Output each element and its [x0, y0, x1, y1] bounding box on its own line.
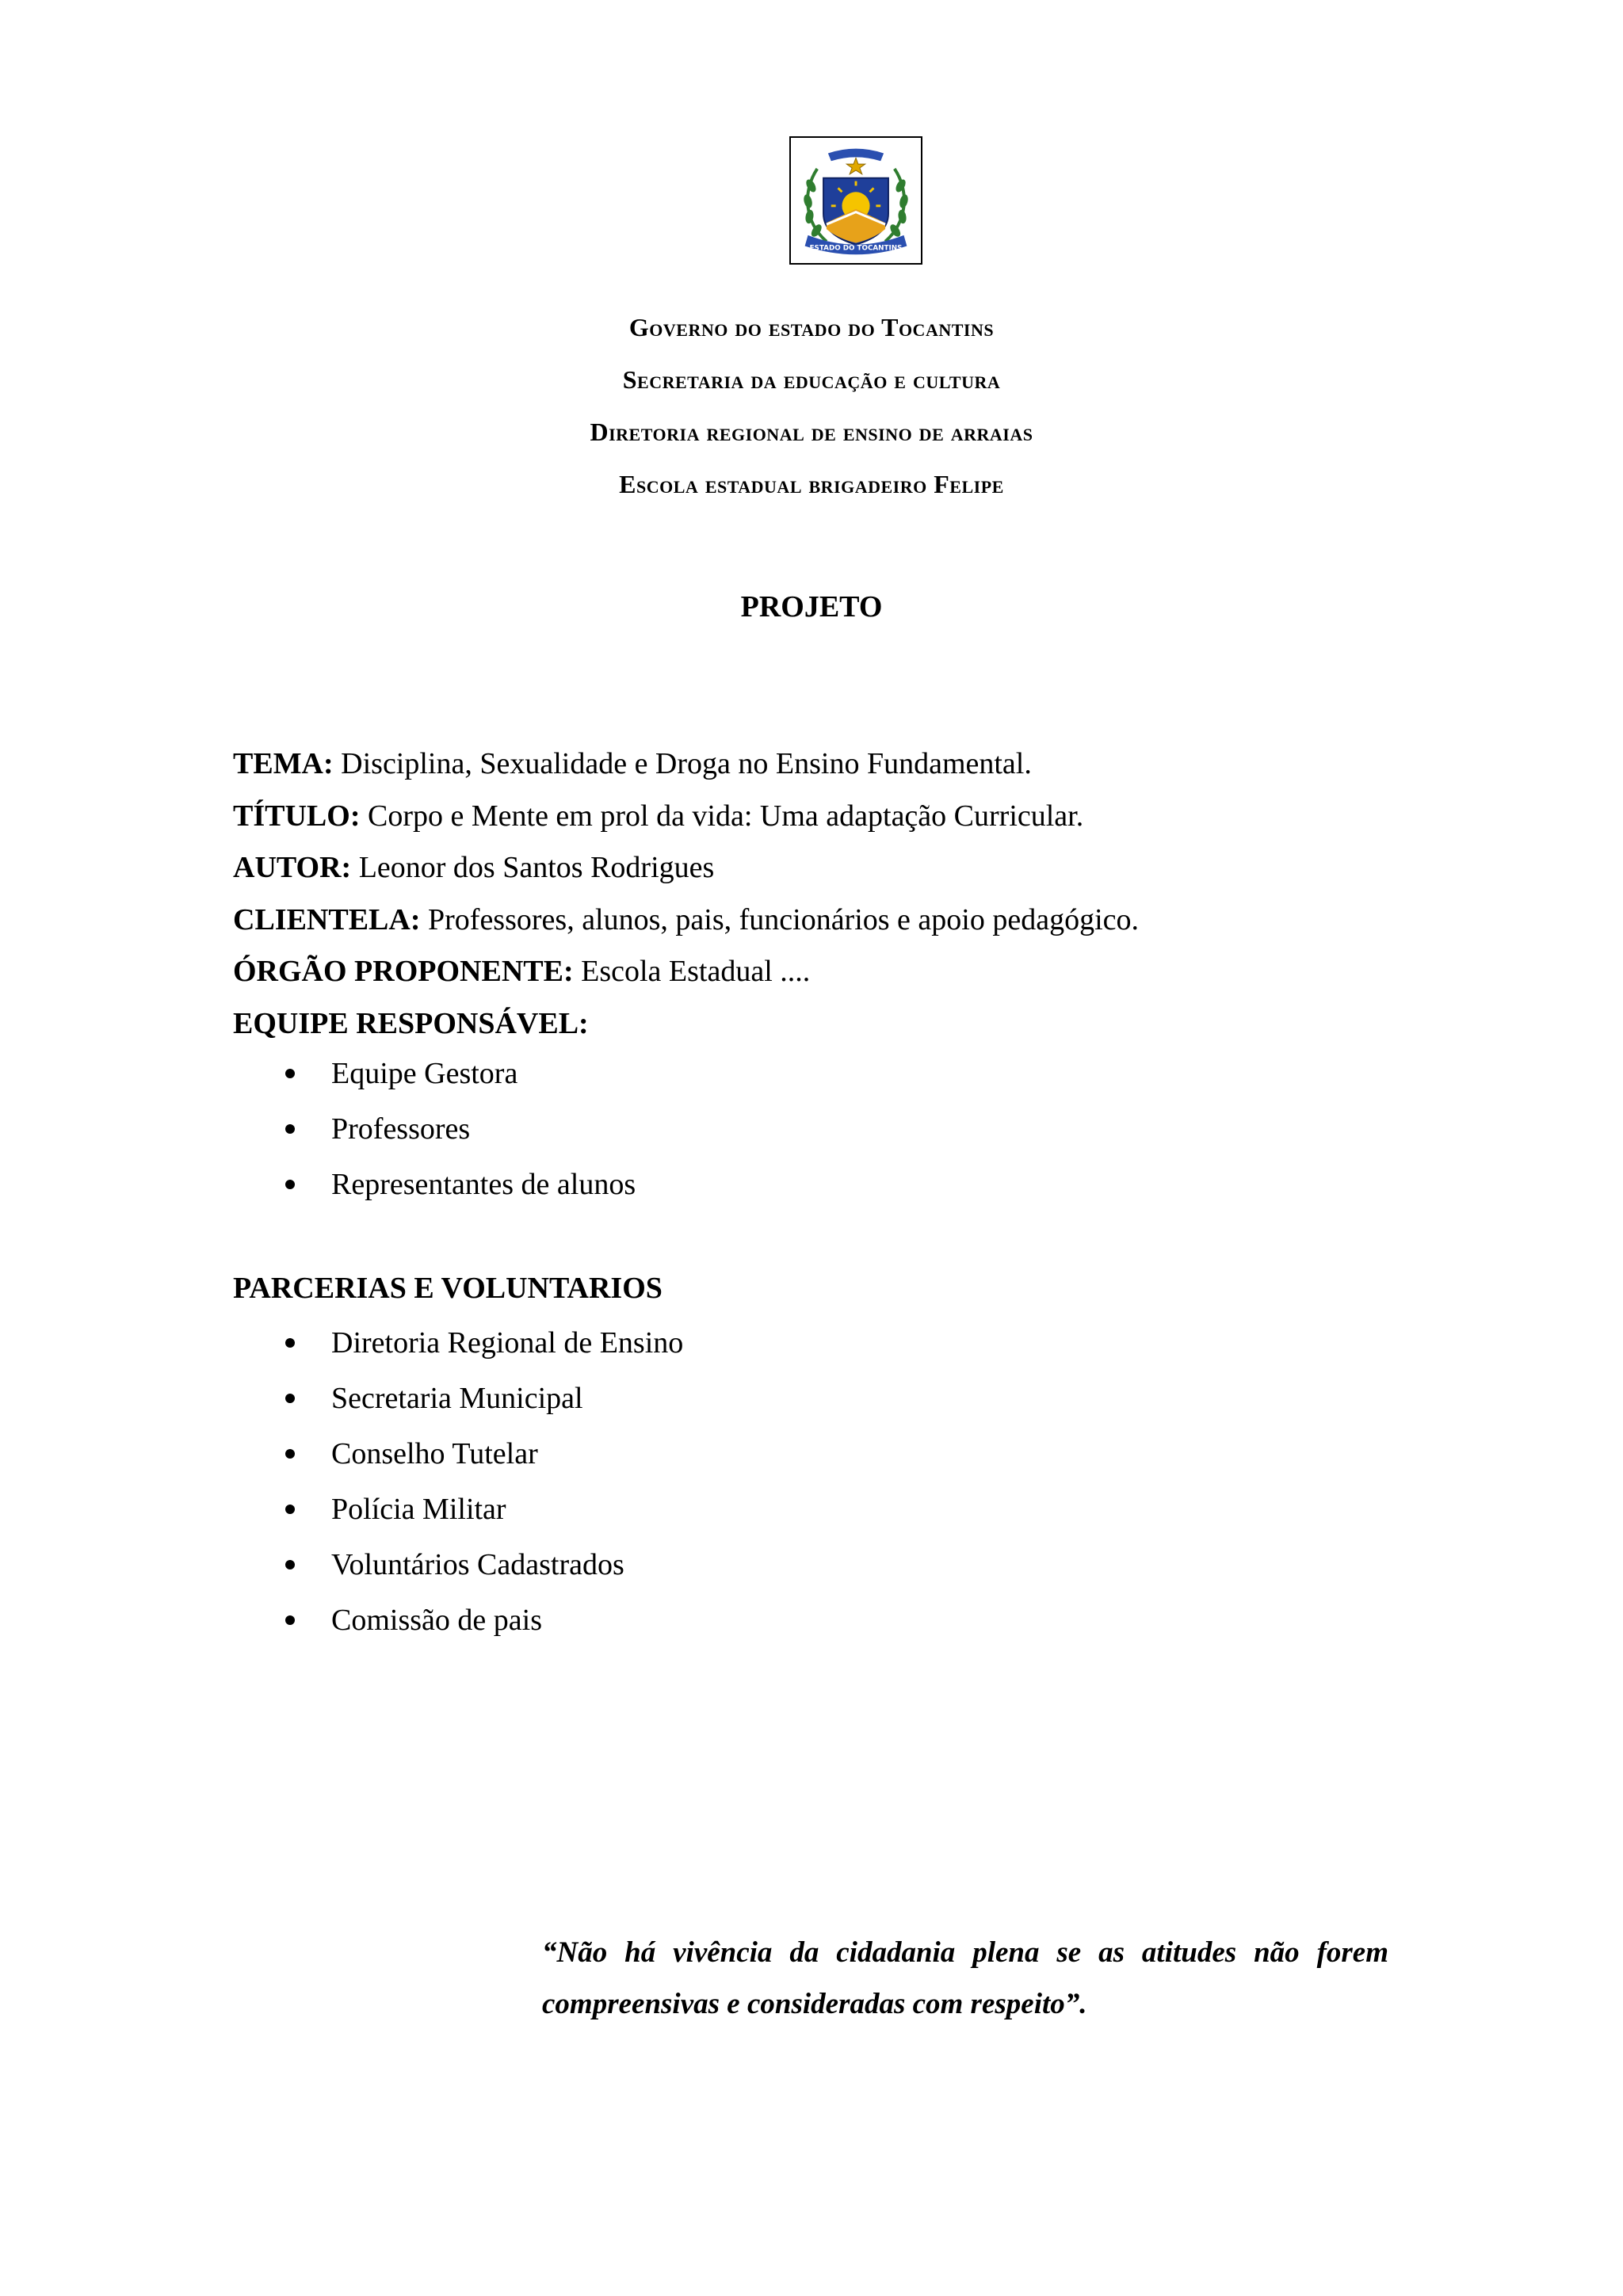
bullet-icon: [285, 1180, 295, 1189]
tocantins-coat-of-arms-icon: [791, 138, 921, 263]
list-item: [233, 1315, 683, 1371]
autor-value: Leonor dos Santos Rodrigues: [351, 851, 715, 884]
partner-item-label: Secretaria Municipal: [331, 1382, 583, 1415]
list-item: [233, 1101, 636, 1157]
titulo-value: Corpo e Mente em prol da vida: Uma adaptação Curricular.: [360, 799, 1084, 833]
header-government: Governo do estado do Tocantins: [628, 313, 995, 341]
partners-heading: PARCERIAS E VOLUNTARIOS: [233, 1272, 663, 1305]
bullet-icon: [285, 1069, 295, 1078]
info-row-clientela: [233, 894, 1422, 947]
tema-label: TEMA:: [233, 747, 334, 780]
partner-item-label: Voluntários Cadastrados: [331, 1548, 624, 1581]
info-row-equipe: [233, 998, 1422, 1051]
clientela-label: CLIENTELA:: [233, 902, 421, 936]
list-item: [233, 1537, 683, 1592]
bullet-icon: [285, 1338, 295, 1348]
header-regional-directorate: Diretoria regional de ensino de arraias: [590, 418, 1033, 446]
bullet-icon: [285, 1560, 295, 1569]
clientela-value: Professores, alunos, pais, funcionários e apoio pedagógico.: [420, 902, 1140, 936]
orgao-label: ÓRGÃO PROPONENTE:: [233, 955, 574, 988]
state-emblem: [789, 136, 922, 265]
project-info: [233, 738, 1422, 1050]
team-item-label: Equipe Gestora: [331, 1057, 518, 1090]
list-item: [233, 1157, 636, 1212]
orgao-value: Escola Estadual ....: [573, 955, 811, 988]
info-row-titulo: [233, 791, 1422, 843]
titulo-label: TÍTULO:: [233, 799, 361, 833]
bullet-icon: [285, 1449, 295, 1459]
emblem-ribbon-text: ESTADO DO TOCANTINS: [809, 244, 903, 253]
list-item: [233, 1482, 683, 1537]
partner-item-label: Comissão de pais: [331, 1604, 542, 1637]
bullet-icon: [285, 1505, 295, 1514]
header-school: Escola estadual brigadeiro Felipe: [619, 470, 1004, 498]
header-secretariat: Secretaria da educação e cultura: [622, 365, 1001, 394]
list-item: [233, 1426, 683, 1482]
tema-value: Disciplina, Sexualidade e Droga no Ensino Fundamental.: [333, 747, 1032, 780]
equipe-label: EQUIPE RESPONSÁVEL:: [233, 1006, 589, 1040]
document-title: PROJETO: [740, 590, 883, 624]
partner-item-label: Conselho Tutelar: [331, 1437, 538, 1470]
bullet-icon: [285, 1615, 295, 1625]
list-item: [233, 1046, 636, 1101]
partners-list: [233, 1315, 683, 1648]
bullet-icon: [285, 1124, 295, 1134]
epigraph-quote: “Não há vivência da cidadania plena se as atitudes não forem compreensivas e consideradas com respeito”.: [542, 1936, 1388, 2020]
partner-item-label: Polícia Militar: [331, 1493, 506, 1526]
bullet-icon: [285, 1394, 295, 1403]
list-item: [233, 1371, 683, 1426]
info-row-tema: [233, 738, 1422, 791]
list-item: [233, 1592, 683, 1648]
info-row-autor: [233, 842, 1422, 894]
team-item-label: Professores: [331, 1112, 471, 1146]
partner-item-label: Diretoria Regional de Ensino: [331, 1326, 684, 1360]
institution-header: [0, 301, 1623, 510]
autor-label: AUTOR:: [233, 851, 352, 884]
team-list: [233, 1046, 636, 1212]
info-row-orgao: [233, 946, 1422, 998]
team-item-label: Representantes de alunos: [331, 1168, 636, 1201]
